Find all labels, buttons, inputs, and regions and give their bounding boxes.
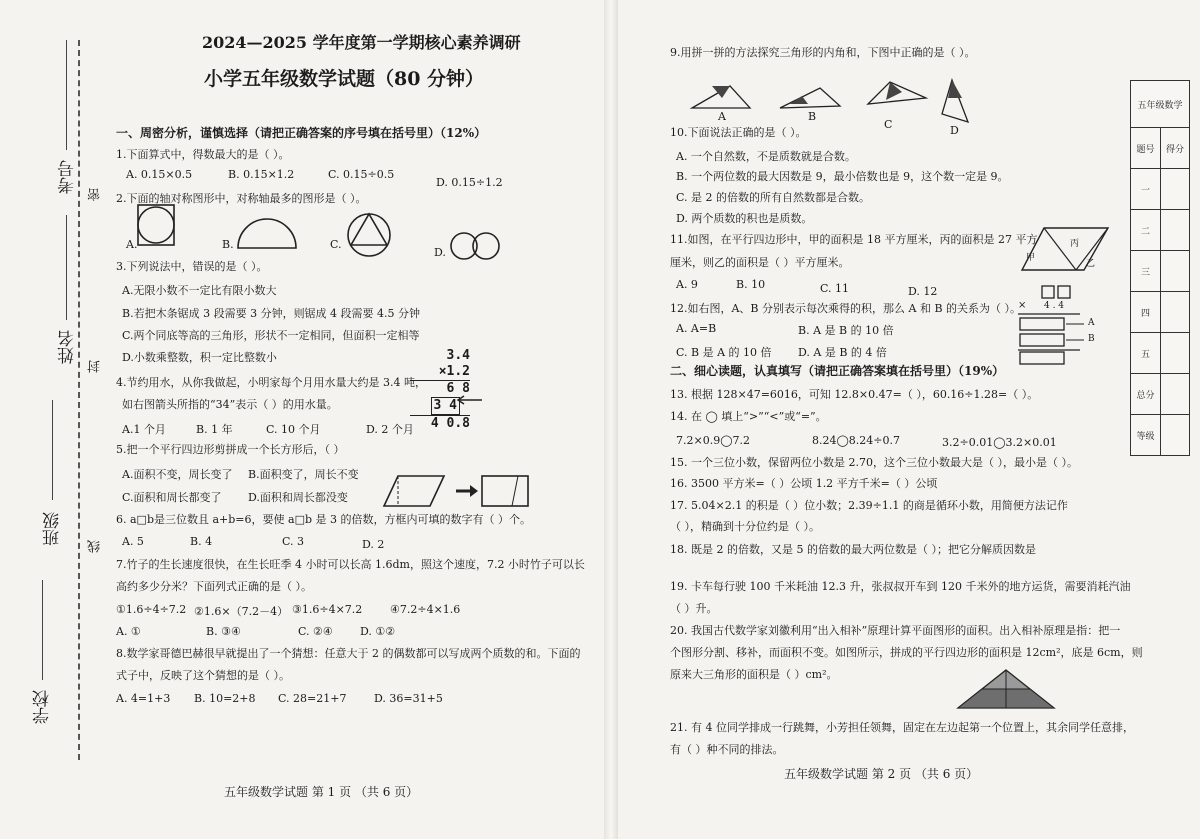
score-cell[interactable] xyxy=(1161,210,1189,250)
q11-option-b[interactable]: B. 10 xyxy=(736,278,766,291)
q4-option-d[interactable]: D. 2 个月 xyxy=(366,423,414,436)
calc-product: 4 0.8 xyxy=(410,415,470,432)
arrow-left-icon xyxy=(456,395,484,405)
q4-option-a[interactable]: A.1 个月 xyxy=(122,423,166,436)
school-label: 学校 xyxy=(33,690,53,724)
q6-option-d[interactable]: D. 2 xyxy=(362,538,385,551)
q10-option-d[interactable]: D. 两个质数的积也是质数。 xyxy=(676,212,813,225)
q12-option-a[interactable]: A. A=B xyxy=(676,322,717,335)
q3-option-b[interactable]: B.若把木条锯成 3 段需要 3 分钟，则锯成 4 段需要 4.5 分钟 xyxy=(122,307,421,320)
q8-option-b[interactable]: B. 10=2+8 xyxy=(194,692,256,705)
score-row-label: 一 xyxy=(1131,169,1161,209)
score-cell[interactable] xyxy=(1161,415,1189,455)
section-2-heading: 二、细心读题，认真填写（请把正确答案填在括号里）（19%） xyxy=(670,364,1005,378)
binding-strip xyxy=(0,0,103,839)
q5-option-a[interactable]: A.面积不变，周长变了 xyxy=(122,468,233,481)
q5-option-b[interactable]: B.面积变了，周长不变 xyxy=(248,468,359,481)
score-cell[interactable] xyxy=(1161,251,1189,291)
score-cell[interactable] xyxy=(1161,374,1189,414)
score-row xyxy=(1131,292,1189,333)
q5-option-d[interactable]: D.面积和周长都没变 xyxy=(248,491,348,504)
page-1 xyxy=(106,0,585,839)
score-col-score: 得分 xyxy=(1165,144,1184,155)
vertical-multiplication xyxy=(410,348,470,432)
score-row-label: 二 xyxy=(1131,210,1161,250)
fig-label-a: A xyxy=(1088,318,1095,328)
q19-text-line2: （ ）升。 xyxy=(670,602,718,615)
score-table-header: 五年级数学 xyxy=(1131,81,1189,128)
q11-option-a[interactable]: A. 9 xyxy=(676,278,698,291)
q15-text: 15. 一个三位小数，保留两位小数是 2.70，这个三位小数最大是（ ），最小是（ ）。 xyxy=(670,456,1078,469)
fig-times-sign: × xyxy=(1018,300,1027,311)
name-field[interactable] xyxy=(66,215,67,320)
triangle-cut-figure xyxy=(956,668,1056,712)
region-yi: 乙 xyxy=(1086,259,1096,269)
q14-text: 14. 在 ◯ 填上“>”“<”或“=”。 xyxy=(670,410,827,423)
q17-text-line1: 17. 5.04×2.1 的积是（ ）位小数；2.39÷1.1 的商是循环小数，用简便方法记作 xyxy=(670,499,1068,512)
calc-partial-2-boxed: 3 4 xyxy=(431,397,460,415)
region-jia: 甲 xyxy=(1026,253,1036,263)
score-cell[interactable] xyxy=(1161,333,1189,373)
q9-label-d[interactable]: D xyxy=(950,124,959,137)
q2-option-c[interactable]: C. xyxy=(330,238,342,251)
seal-xian: 线 xyxy=(88,540,103,553)
q11-text-line2: 厘米，则乙的面积是（ ）平方厘米。 xyxy=(670,256,850,269)
q7-expr-4: ④7.2÷4×1.6 xyxy=(390,603,461,616)
q11-option-c[interactable]: C. 11 xyxy=(820,282,850,295)
q1-option-a[interactable]: A. 0.15×0.5 xyxy=(126,168,193,181)
q17-text-line2: （ ），精确到十分位约是（ ）。 xyxy=(670,520,820,533)
two-circles-figure xyxy=(450,230,500,262)
q8-text-line1: 8.数学家哥德巴赫很早就提出了一个猜想：任意大于 2 的偶数都可以写成两个质数的和。下面的 xyxy=(116,647,581,660)
q6-text: 6. a□b是三位数且 a+b=6，要使 a□b 是 3 的倍数，方框内可填的数字有（ ）个。 xyxy=(116,513,531,526)
q11-option-d[interactable]: D. 12 xyxy=(908,285,938,298)
q21-text-line2: 有（ ）种不同的排法。 xyxy=(670,743,784,756)
score-row xyxy=(1131,374,1189,415)
score-cell[interactable] xyxy=(1161,292,1189,332)
q2-option-a[interactable]: A. xyxy=(126,238,138,251)
score-row-label: 三 xyxy=(1131,251,1161,291)
score-col-question: 题号 xyxy=(1131,128,1161,168)
q20-text-line2: 个图形分割、移补，而面积不变。如图所示，拼成的平行四边形的面积是 12cm²，底是 6cm，则 xyxy=(670,646,1143,659)
q9-label-a[interactable]: A xyxy=(718,110,726,123)
q7-expr-3: ③1.6÷4×7.2 xyxy=(292,603,363,616)
q7-expr-1: ①1.6÷4÷7.2 xyxy=(116,603,187,616)
score-row xyxy=(1131,169,1189,210)
q13-text: 13. 根据 128×47=6016，可知 12.8×0.47=（ ），60.16÷1.28=（ ）。 xyxy=(670,388,1039,401)
q6-option-c[interactable]: C. 3 xyxy=(282,535,305,548)
score-row xyxy=(1131,333,1189,374)
score-cell[interactable] xyxy=(1161,169,1189,209)
q10-text: 10.下面说法正确的是（ ）。 xyxy=(670,126,807,139)
seal-line xyxy=(78,40,80,760)
q1-option-c[interactable]: C. 0.15÷0.5 xyxy=(328,168,395,181)
q19-text-line1: 19. 卡车每行驶 100 千米耗油 12.3 升，张叔叔开车到 120 千米外的地方运货，需要消耗汽油 xyxy=(670,580,1131,593)
q14-item-3[interactable]: 3.2÷0.01◯3.2×0.01 xyxy=(942,436,1057,449)
q7-option-a[interactable]: A. ① xyxy=(116,625,141,638)
calc-partial-1: 6 8 xyxy=(446,381,470,396)
q10-option-c[interactable]: C. 是 2 的倍数的所有自然数都是合数。 xyxy=(676,191,871,204)
q14-item-1[interactable]: 7.2×0.9◯7.2 xyxy=(676,434,751,447)
q16-text: 16. 3500 平方米=（ ）公顷 1.2 平方千米=（ ）公顷 xyxy=(670,477,938,490)
q1-option-d[interactable]: D. 0.15÷1.2 xyxy=(436,176,503,189)
q3-option-c[interactable]: C.两个同底等高的三角形，形状不一定相同，但面积一定相等 xyxy=(122,329,420,342)
q18-text: 18. 既是 2 的倍数，又是 5 的倍数的最大两位数是（ ）；把它分解质因数是 xyxy=(670,543,1036,556)
q14-item-2[interactable]: 8.24◯8.24÷0.7 xyxy=(812,434,901,447)
q10-option-b[interactable]: B. 一个两位数的最大因数是 9，最小倍数也是 9，这个数一定是 9。 xyxy=(676,170,1009,183)
page-fold xyxy=(604,0,618,839)
q7-expr-2: ②1.6×（7.2－4） xyxy=(194,605,289,618)
q21-text-line1: 21. 有 4 位同学排成一行跳舞，小芳担任领舞，固定在左边起第一个位置上，其余同学任意排， xyxy=(670,721,1134,734)
q2-option-b[interactable]: B. xyxy=(222,238,234,251)
q6-option-b[interactable]: B. 4 xyxy=(190,535,213,548)
q8-text-line2: 式子中，反映了这个猜想的是（ ）。 xyxy=(116,669,290,682)
q12-option-d[interactable]: D. A 是 B 的 4 倍 xyxy=(798,346,887,359)
q6-option-a[interactable]: A. 5 xyxy=(122,535,144,548)
region-bing: 丙 xyxy=(1070,239,1080,249)
triangle-angle-figures xyxy=(690,78,1010,128)
class-field[interactable] xyxy=(52,400,53,500)
q4-option-b[interactable]: B. 1 年 xyxy=(196,423,233,436)
calc-multiplier: ×1.2 xyxy=(410,364,470,381)
score-row xyxy=(1131,415,1189,455)
q7-option-d[interactable]: D. ①② xyxy=(360,625,396,638)
score-table xyxy=(1130,80,1190,456)
seal-mi: 密 xyxy=(88,188,103,201)
q9-text: 9.用拼一拼的方法探究三角形的内角和，下图中正确的是（ ）。 xyxy=(670,46,976,59)
page-2-footer: 五年级数学试题 第 2 页 （共 6 页） xyxy=(784,767,979,781)
score-row-label: 四 xyxy=(1131,292,1161,332)
section-1-heading: 一、周密分析，谨慎选择（请把正确答案的序号填在括号里）（12%） xyxy=(116,126,487,140)
semicircle-figure xyxy=(236,218,298,250)
class-label: 班级 xyxy=(43,512,63,546)
q12-option-c[interactable]: C. B 是 A 的 10 倍 xyxy=(676,346,772,359)
q4-text-line2: 如右图箭头所指的“34”表示（ ）的用水量。 xyxy=(122,398,338,411)
score-row xyxy=(1131,210,1189,251)
score-row-label: 总分 xyxy=(1131,374,1161,414)
q10-option-a[interactable]: A. 一个自然数，不是质数就是合数。 xyxy=(676,150,856,163)
name-label: 姓名 xyxy=(58,330,78,364)
score-row-label: 等级 xyxy=(1131,415,1161,455)
q4-text-line1: 4.节约用水，从你我做起，小明家每个月用水量大约是 3.4 吨， xyxy=(116,376,426,389)
q12-option-b[interactable]: B. A 是 B 的 10 倍 xyxy=(798,324,894,337)
q8-option-a[interactable]: A. 4=1+3 xyxy=(116,692,171,705)
exam-subtitle: 小学五年级数学试题（80 分钟） xyxy=(204,68,485,90)
page-1-footer: 五年级数学试题 第 1 页 （共 6 页） xyxy=(224,785,419,799)
q4-option-c[interactable]: C. 10 个月 xyxy=(266,423,321,436)
q1-option-b[interactable]: B. 0.15×1.2 xyxy=(228,168,295,181)
q2-text: 2.下面的轴对称图形中，对称轴最多的图形是（ ）。 xyxy=(116,192,367,205)
q20-text-line1: 20. 我国古代数学家刘徽利用“出入相补”原理计算平面图形的面积。出入相补原理是指：把一 xyxy=(670,624,1121,637)
score-table-head-row xyxy=(1131,128,1189,169)
page-2 xyxy=(660,0,1143,839)
q7-option-c[interactable]: C. ②④ xyxy=(298,625,333,638)
q7-text-line1: 7.竹子的生长速度很快，在生长旺季 4 小时可以长高 1.6dm，照这个速度，7.2 小时竹子可以长 xyxy=(116,558,585,571)
q1-text: 1.下面算式中，得数最大的是（ ）。 xyxy=(116,148,290,161)
q9-label-b[interactable]: B xyxy=(808,110,817,123)
q9-label-c[interactable]: C xyxy=(884,118,893,131)
fig-label-b: B xyxy=(1088,334,1095,344)
seal-feng: 封 xyxy=(88,360,103,373)
score-row xyxy=(1131,251,1189,292)
exam-no-label: 考号 xyxy=(58,160,78,194)
q3-option-a[interactable]: A.无限小数不一定比有限小数大 xyxy=(122,284,277,297)
circle-triangle-figure xyxy=(346,212,392,258)
q3-text: 3.下列说法中，错误的是（ ）。 xyxy=(116,260,268,273)
multiplication-box-figure xyxy=(1014,284,1094,366)
fig-multiplier: 4 . 4 xyxy=(1044,301,1065,311)
q20-text-line3: 原来大三角形的面积是（ ）cm²。 xyxy=(670,668,838,681)
q8-option-c[interactable]: C. 28=21+7 xyxy=(278,692,347,705)
q7-text-line2: 高约多少分米？下面列式正确的是（ ）。 xyxy=(116,580,312,593)
q7-option-b[interactable]: B. ③④ xyxy=(206,625,241,638)
score-row-label: 五 xyxy=(1131,333,1161,373)
square-circle-figure xyxy=(136,203,176,247)
q11-text-line1: 11.如图，在平行四边形中，甲的面积是 18 平方厘米，丙的面积是 27 平方 xyxy=(670,233,1038,246)
q12-text: 12.如右图，A、B 分别表示每次乘得的积，那么 A 和 B 的关系为（ ）。 xyxy=(670,302,1022,315)
exam-title: 2024—2025 学年度第一学期核心素养调研 xyxy=(202,33,521,52)
school-field[interactable] xyxy=(42,580,43,680)
q3-option-d[interactable]: D.小数乘整数，积一定比整数小 xyxy=(122,351,277,364)
calc-multiplicand: 3.4 xyxy=(446,348,470,363)
q2-option-d[interactable]: D. xyxy=(434,246,446,259)
q8-option-d[interactable]: D. 36=31+5 xyxy=(374,692,443,705)
exam-no-field[interactable] xyxy=(66,40,67,150)
q5-text: 5.把一个平行四边形剪拼成一个长方形后，（ ） xyxy=(116,443,345,456)
q5-option-c[interactable]: C.面积和周长都变了 xyxy=(122,491,222,504)
parallelogram-to-rectangle-figure xyxy=(382,474,542,508)
